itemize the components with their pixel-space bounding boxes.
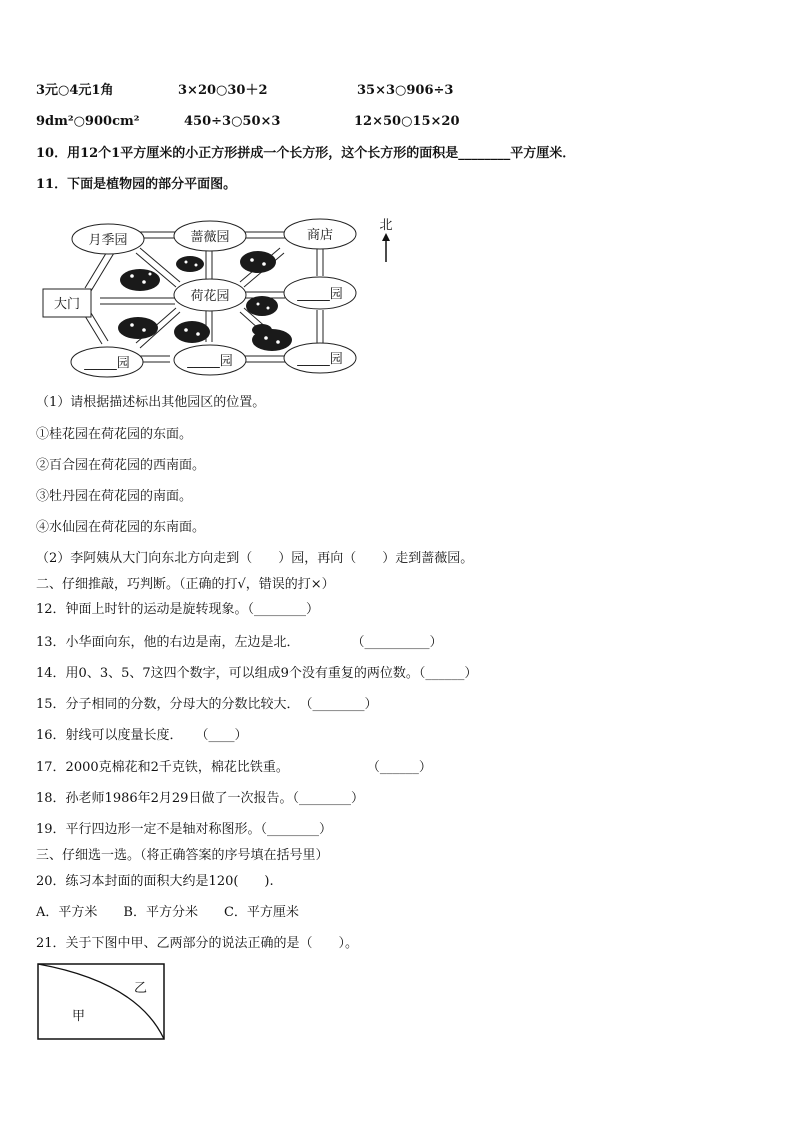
compare-item: 9dm²○900cm² [36, 114, 140, 129]
judge-item: 14．用0、3、5、7这四个数字，可以组成9个没有重复的两位数。（______） [36, 666, 478, 681]
label-yueji: 月季园 [88, 233, 128, 248]
judge-item: 16．射线可以度量长度． （____） [36, 728, 248, 743]
garden-map [40, 212, 370, 384]
label-yi: 乙 [134, 981, 148, 996]
label-hehua: 荷花园 [190, 289, 230, 304]
question-11: 11．下面是植物园的部分平面图。 [36, 177, 237, 192]
label-shop: 商店 [306, 228, 334, 243]
label-blank-east: _____园 [297, 287, 343, 302]
compare-item: 35×3○906÷3 [357, 83, 454, 98]
label-blank-se: _____园 [297, 352, 343, 367]
question-10: 10．用12个1平方厘米的小正方形拼成一个长方形，这个长方形的面积是________平方厘米． [36, 146, 576, 161]
label-gate: 大门 [53, 297, 81, 312]
description-item: ②百合园在荷花园的西南面。 [36, 458, 206, 473]
label-blank-s: _____园 [187, 354, 233, 369]
description-item: ③牡丹园在荷花园的南面。 [36, 489, 193, 504]
question-20-options: A．平方米 B．平方分米 C．平方厘米 [36, 905, 299, 920]
label-jia: 甲 [72, 1009, 86, 1024]
judge-item: 15．分子相同的分数，分母大的分数比较大． （________） [36, 697, 378, 712]
compare-item: 12×50○15×20 [354, 114, 460, 129]
compare-item: 450÷3○50×3 [184, 114, 281, 129]
label-qiangwei: 蔷薇园 [190, 230, 230, 245]
section-3-heading: 三、仔细选一选。（将正确答案的序号填在括号里） [36, 848, 329, 863]
description-item: ①桂花园在荷花园的东面。 [36, 427, 193, 442]
compare-item: 3元○4元1角 [36, 83, 114, 98]
compare-item: 3×20○30＋2 [178, 83, 268, 98]
description-item: ④水仙园在荷花园的东南面。 [36, 520, 206, 535]
judge-item: 19．平行四边形一定不是轴对称图形。（________） [36, 822, 333, 837]
question-21: 21．关于下图中甲、乙两部分的说法正确的是（ ）。 [36, 936, 359, 951]
question-11-part1: （1）请根据描述标出其他园区的位置。 [36, 395, 266, 410]
jia-yi-figure [37, 962, 167, 1042]
question-20: 20．练习本封面的面积大约是120( ). [36, 874, 274, 889]
judge-item: 13．小华面向东，他的右边是南，左边是北． （__________） [36, 635, 443, 650]
judge-item: 18．孙老师1986年2月29日做了一次报告。（________） [36, 791, 364, 806]
question-11-part2: （2）李阿姨从大门向东北方向走到（ ）园，再向（ ）走到蔷薇园。 [36, 551, 474, 566]
north-arrow-icon [376, 216, 396, 264]
section-2-heading: 二、仔细推敲，巧判断。（正确的打√，错误的打×） [36, 577, 335, 592]
label-blank-sw: _____园 [84, 356, 130, 371]
judge-item: 12．钟面上时针的运动是旋转现象。（________） [36, 602, 320, 617]
judge-item: 17．2000克棉花和2千克铁，棉花比铁重。 （______） [36, 760, 432, 775]
north-label: 北 [379, 218, 393, 233]
